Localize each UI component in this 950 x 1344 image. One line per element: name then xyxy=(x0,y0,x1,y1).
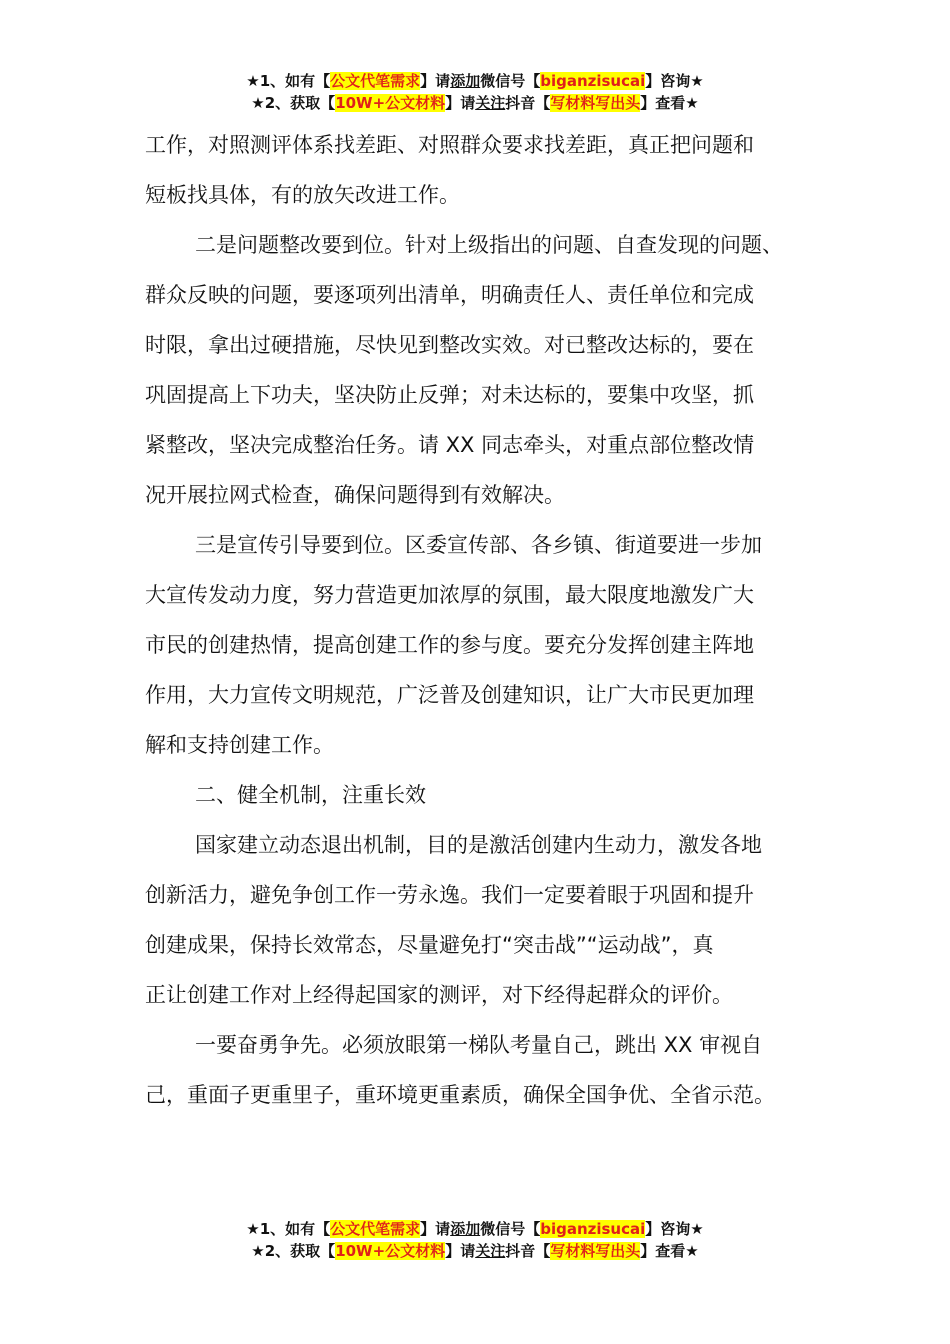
body-line: 紧整改，坚决完成整治任务。请 XX 同志牵头，对重点部位整改情 xyxy=(145,433,755,457)
section-heading: 二、健全机制，注重长效 xyxy=(195,783,426,807)
body-line: 短板找具体，有的放矢改进工作。 xyxy=(145,183,460,207)
body-line: 创建成果，保持长效常态，尽量避免打“突击战”“运动战”，真 xyxy=(145,933,714,957)
body-line: 群众反映的问题，要逐项列出清单，明确责任人、责任单位和完成 xyxy=(145,283,754,307)
paragraph-start: 三是宣传引导要到位。区委宣传部、各乡镇、街道要进一步加 xyxy=(195,533,762,557)
body-line: 工作，对照测评体系找差距、对照群众要求找差距，真正把问题和 xyxy=(145,133,754,157)
highlight-douyin-account: 写材料写出头 xyxy=(550,94,641,112)
banner-text: ★2、获取【 xyxy=(251,94,336,112)
body-line: 己，重面子更重里子，重环境更重素质，确保全国争优、全省示范。 xyxy=(145,1083,775,1107)
highlight-service: 公文代笔需求 xyxy=(330,72,421,90)
body-line: 解和支持创建工作。 xyxy=(145,733,334,757)
body-line: 时限，拿出过硬措施，尽快见到整改实效。对已整改达标的，要在 xyxy=(145,333,754,357)
banner-text: 微信号【 xyxy=(480,72,541,90)
body-line: 市民的创建热情，提高创建工作的参与度。要充分发挥创建主阵地 xyxy=(145,633,754,657)
banner-text: 】请 xyxy=(420,72,451,90)
banner-line-2 xyxy=(0,1240,950,1262)
banner-text: 】咨询★ xyxy=(645,1220,704,1238)
paragraph-start: 国家建立动态退出机制，目的是激活创建内生动力，激发各地 xyxy=(195,833,762,857)
highlight-douyin-account: 写材料写出头 xyxy=(550,1242,641,1260)
banner-text: ★1、如有【 xyxy=(246,72,331,90)
banner-text: 微信号【 xyxy=(480,1220,541,1238)
banner-line-2 xyxy=(0,92,950,114)
banner-text: 】咨询★ xyxy=(645,72,704,90)
body-line: 况开展拉网式检查，确保问题得到有效解决。 xyxy=(145,483,565,507)
banner-text: 】请 xyxy=(445,94,476,112)
underlined-text: 关注 xyxy=(475,1242,506,1260)
paragraph-start: 二是问题整改要到位。针对上级指出的问题、自查发现的问题、 xyxy=(195,233,783,257)
body-line: 创新活力，避免争创工作一劳永逸。我们一定要着眼于巩固和提升 xyxy=(145,883,754,907)
banner-text: 】查看★ xyxy=(640,94,699,112)
body-line: 正让创建工作对上经得起国家的测评，对下经得起群众的评价。 xyxy=(145,983,733,1007)
banner-text: 抖音【 xyxy=(505,94,551,112)
highlight-materials: 10W+公文材料 xyxy=(335,94,446,112)
banner-line-1 xyxy=(0,1218,950,1240)
banner-line-1 xyxy=(0,70,950,92)
highlight-wechat-id: biganzisucai xyxy=(540,1220,646,1238)
body-line: 作用，大力宣传文明规范，广泛普及创建知识，让广大市民更加理 xyxy=(145,683,754,707)
highlight-wechat-id: biganzisucai xyxy=(540,72,646,90)
body-line: 大宣传发动力度，努力营造更加浓厚的氛围，最大限度地激发广大 xyxy=(145,583,754,607)
banner-text: ★1、如有【 xyxy=(246,1220,331,1238)
underlined-text: 添加 xyxy=(450,72,481,90)
body-line: 巩固提高上下功夫，坚决防止反弹；对未达标的，要集中攻坚，抓 xyxy=(145,383,754,407)
highlight-service: 公文代笔需求 xyxy=(330,1220,421,1238)
banner-text: 】请 xyxy=(445,1242,476,1260)
document-body xyxy=(145,120,810,1120)
banner-text: 】查看★ xyxy=(640,1242,699,1260)
underlined-text: 关注 xyxy=(475,94,506,112)
bottom-banner xyxy=(0,1218,950,1262)
banner-text: ★2、获取【 xyxy=(251,1242,336,1260)
paragraph-start: 一要奋勇争先。必须放眼第一梯队考量自己，跳出 XX 审视自 xyxy=(195,1033,763,1057)
banner-text: 】请 xyxy=(420,1220,451,1238)
highlight-materials: 10W+公文材料 xyxy=(335,1242,446,1260)
banner-text: 抖音【 xyxy=(505,1242,551,1260)
top-banner xyxy=(0,70,950,114)
underlined-text: 添加 xyxy=(450,1220,481,1238)
